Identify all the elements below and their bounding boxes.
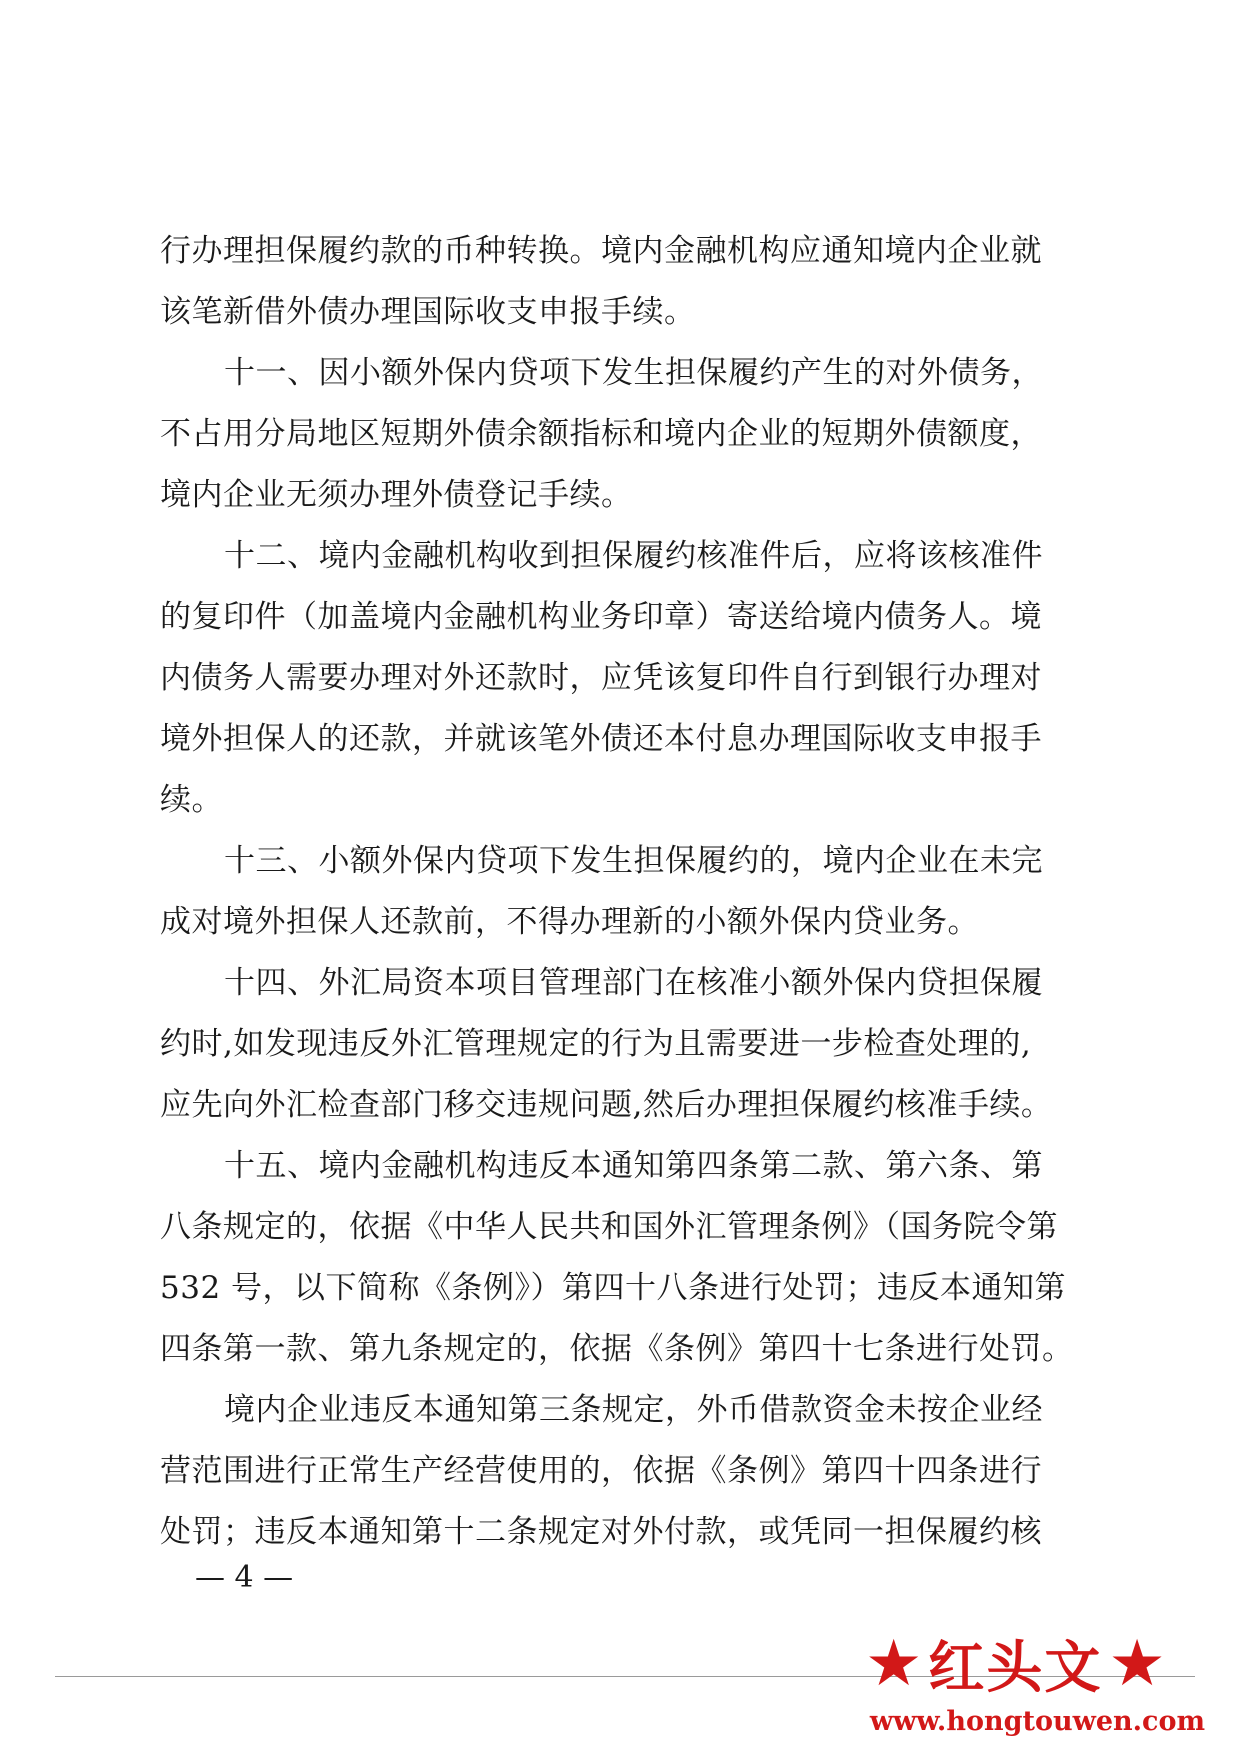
text-line: 境内企业无须办理外债登记手续。 [160, 477, 633, 513]
watermark-logo [845, 1628, 1225, 1748]
text-line: 应先向外汇检查部门移交违规问题,然后办理担保履约核准手续。 [160, 1087, 1053, 1123]
text-line: 成对境外担保人还款前，不得办理新的小额外保内贷业务。 [160, 904, 979, 940]
text-line: 营范围进行正常生产经营使用的，依据《条例》第四十四条进行 [160, 1453, 1042, 1489]
paragraph-twelve-start: 十二、境内金融机构收到担保履约核准件后，应将该核准件 [224, 538, 1043, 574]
watermark-title [865, 1628, 1225, 1700]
text-line: 行办理担保履约款的币种转换。境内金融机构应通知境内企业就 [160, 233, 1042, 269]
text-line: 约时,如发现违反外汇管理规定的行为且需要进一步检查处理的, [160, 1026, 1032, 1062]
text-line: 处罚；违反本通知第十二条规定对外付款，或凭同一担保履约核 [160, 1514, 1042, 1550]
text-line: 四条第一款、第九条规定的，依据《条例》第四十七条进行处罚。 [160, 1331, 1074, 1367]
star-icon: ★ [1108, 1627, 1166, 1701]
paragraph-thirteen-start: 十三、小额外保内贷项下发生担保履约的，境内企业在未完 [224, 843, 1043, 879]
watermark-name: 红头文 [928, 1636, 1103, 1701]
text-line: 该笔新借外债办理国际收支申报手续。 [160, 294, 696, 330]
paragraph-domestic-enterprise-start: 境内企业违反本通知第三条规定，外币借款资金未按企业经 [224, 1392, 1043, 1428]
paragraph-eleven-start: 十一、因小额外保内贷项下发生担保履约产生的对外债务， [224, 355, 1043, 391]
text-line: 内债务人需要办理对外还款时，应凭该复印件自行到银行办理对 [160, 660, 1042, 696]
text-line: 532 号，以下简称《条例》）第四十八条进行处罚；违反本通知第 [160, 1270, 1067, 1306]
document-body [160, 221, 1080, 1563]
text-line: 续。 [160, 782, 223, 818]
page-number: — 4 — [195, 1560, 294, 1595]
paragraph-fifteen-start: 十五、境内金融机构违反本通知第四条第二款、第六条、第 [224, 1148, 1043, 1184]
paragraph-fourteen-start: 十四、外汇局资本项目管理部门在核准小额外保内贷担保履 [224, 965, 1043, 1001]
text-line: 境外担保人的还款，并就该笔外债还本付息办理国际收支申报手 [160, 721, 1042, 757]
text-line: 八条规定的，依据《中华人民共和国外汇管理条例》（国务院令第 [160, 1209, 1058, 1245]
text-line: 的复印件（加盖境内金融机构业务印章）寄送给境内债务人。境 [160, 599, 1042, 635]
star-icon: ★ [865, 1627, 923, 1701]
text-line: 不占用分局地区短期外债余额指标和境内企业的短期外债额度， [160, 416, 1042, 452]
watermark-url: www.hongtouwen.com [869, 1706, 1206, 1737]
